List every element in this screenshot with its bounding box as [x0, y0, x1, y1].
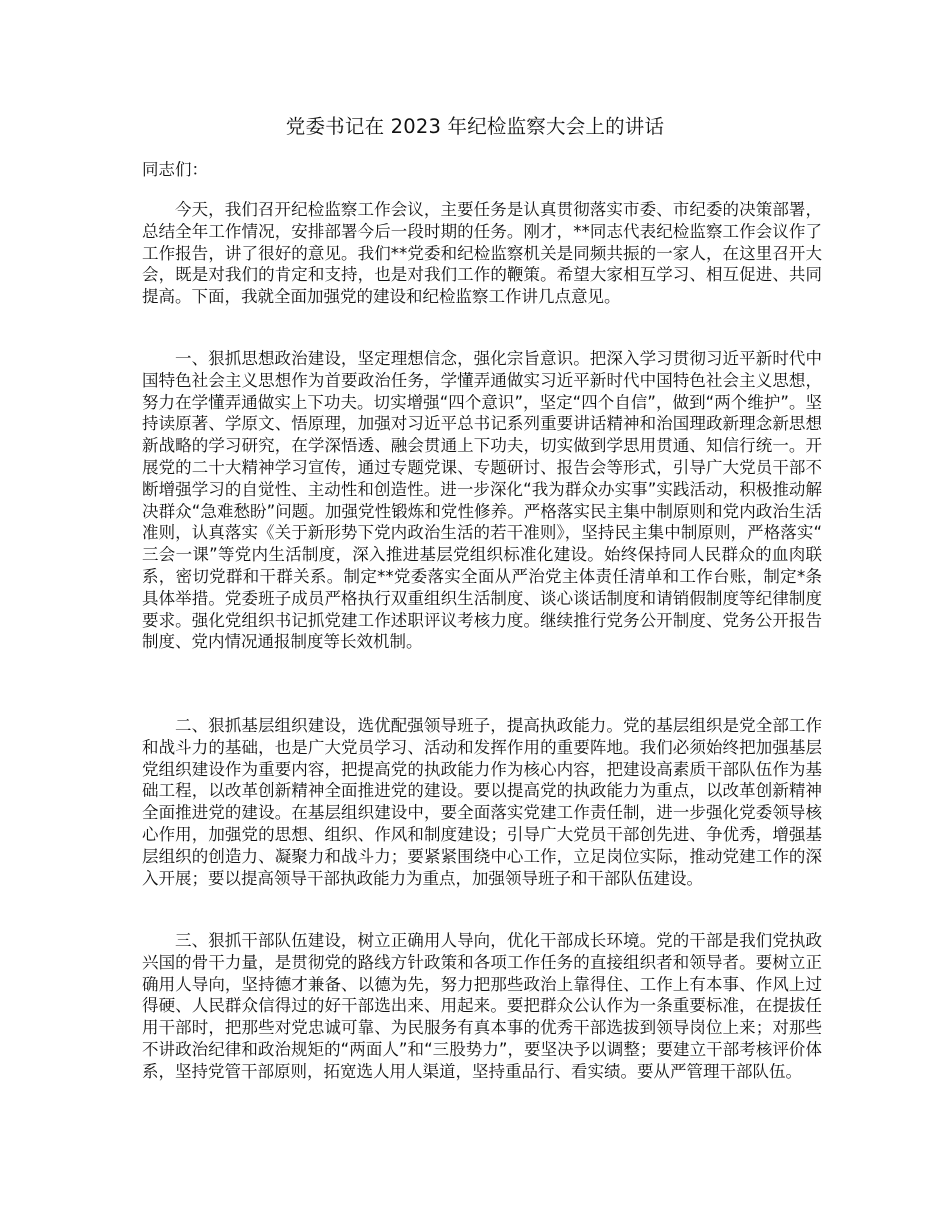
document-title: 党委书记在 2023 年纪检监察大会上的讲话 [285, 115, 665, 138]
paragraph-intro: 今天，我们召开纪检监察工作会议，主要任务是认真贯彻落实市委、市纪委的决策部署，总结全年工作情况，安排部署今后一段时期的任务。刚才，**同志代表纪检监察工作会议作了工作报告，讲了很好的意见。我们**党委和纪检监察机关是同频共振的一家人，在这里召开大会，既是对我们的肯定和支持，也是对我们工作的鞭策。希望大家相互学习、相互促进、共同提高。下面，我就全面加强党的建设和纪检监察工作讲几点意见。 [142, 200, 822, 307]
paragraph-cadre-team: 三、狠抓干部队伍建设，树立正确用人导向，优化干部成长环境。党的干部是我们党执政兴国的骨干力量，是贯彻党的路线方针政策和各项工作任务的直接组织者和领导者。要树立正确用人导向，坚持德才兼备、以德为先，努力把那些政治上靠得住、工作上有本事、作风上过得硬、人民群众信得过的好干部选出来、用起来。要把群众公认作为一条重要标准，在提拔任用干部时，把那些对党忠诚可靠、为民服务有真本事的优秀干部选拔到领导岗位上来；对那些不讲政治纪律和政治规矩的“两面人”和“三股势力”，要坚决予以调整；要建立干部考核评价体系，坚持党管干部原则，拓宽选人用人渠道，坚持重品行、看实绩。要从严管理干部队伍。 [142, 931, 822, 1081]
greeting: 同志们： [142, 160, 208, 179]
paragraph-ideological-building: 一、狠抓思想政治建设，坚定理想信念，强化宗旨意识。把深入学习贯彻习近平新时代中国特色社会主义思想作为首要政治任务，学懂弄通做实习近平新时代中国特色社会主义思想，努力在学懂弄通做实上下功夫。切实增强“四个意识”，坚定“四个自信”，做到“两个维护”。坚持读原著、学原文、悟原理，加强对习近平总书记系列重要讲话精神和治国理政新理念新思想新战略的学习研究，在学深悟透、融会贯通上下功夫，切实做到学思用贯通、知信行统一。开展党的二十大精神学习宣传，通过专题党课、专题研讨、报告会等形式，引导广大党员干部不断增强学习的自觉性、主动性和创造性。进一步深化“我为群众办实事”实践活动，积极推动解决群众“急难愁盼”问题。加强党性锻炼和党性修养。严格落实民主集中制原则和党内政治生活准则，认真落实《关于新形势下党内政治生活的若干准则》，坚持民主集中制原则，严格落实“三会一课”等党内生活制度，深入推进基层党组织标准化建设。始终保持同人民群众的血肉联系，密切党群和干群关系。制定**党委落实全面从严治党主体责任清单和工作台账，制定*条具体举措。党委班子成员严格执行双重组织生活制度、谈心谈话制度和请销假制度等纪律制度要求。强化党组织书记抓党建工作述职评议考核力度。继续推行党务公开制度、党务公开报告制度、党内情况通报制度等长效机制。 [142, 349, 823, 652]
paragraph-grassroots-organization: 二、狠抓基层组织建设，选优配强领导班子，提高执政能力。党的基层组织是党全部工作和战斗力的基础，也是广大党员学习、活动和发挥作用的重要阵地。我们必须始终把加强基层党组织建设作为重要内容，把提高党的执政能力作为核心内容，把建设高素质干部队伍作为基础工程，以改革创新精神全面推进党的建设。要以提高党的执政能力为重点，以改革创新精神全面推进党的建设。在基层组织建设中，要全面落实党建工作责任制，进一步强化党委领导核心作用，加强党的思想、组织、作风和制度建设；引导广大党员干部创先进、争优秀，增强基层组织的创造力、凝聚力和战斗力；要紧紧围绕中心工作，立足岗位实际，推动党建工作的深入开展；要以提高领导干部执政能力为重点，加强领导班子和干部队伍建设。 [142, 716, 822, 888]
